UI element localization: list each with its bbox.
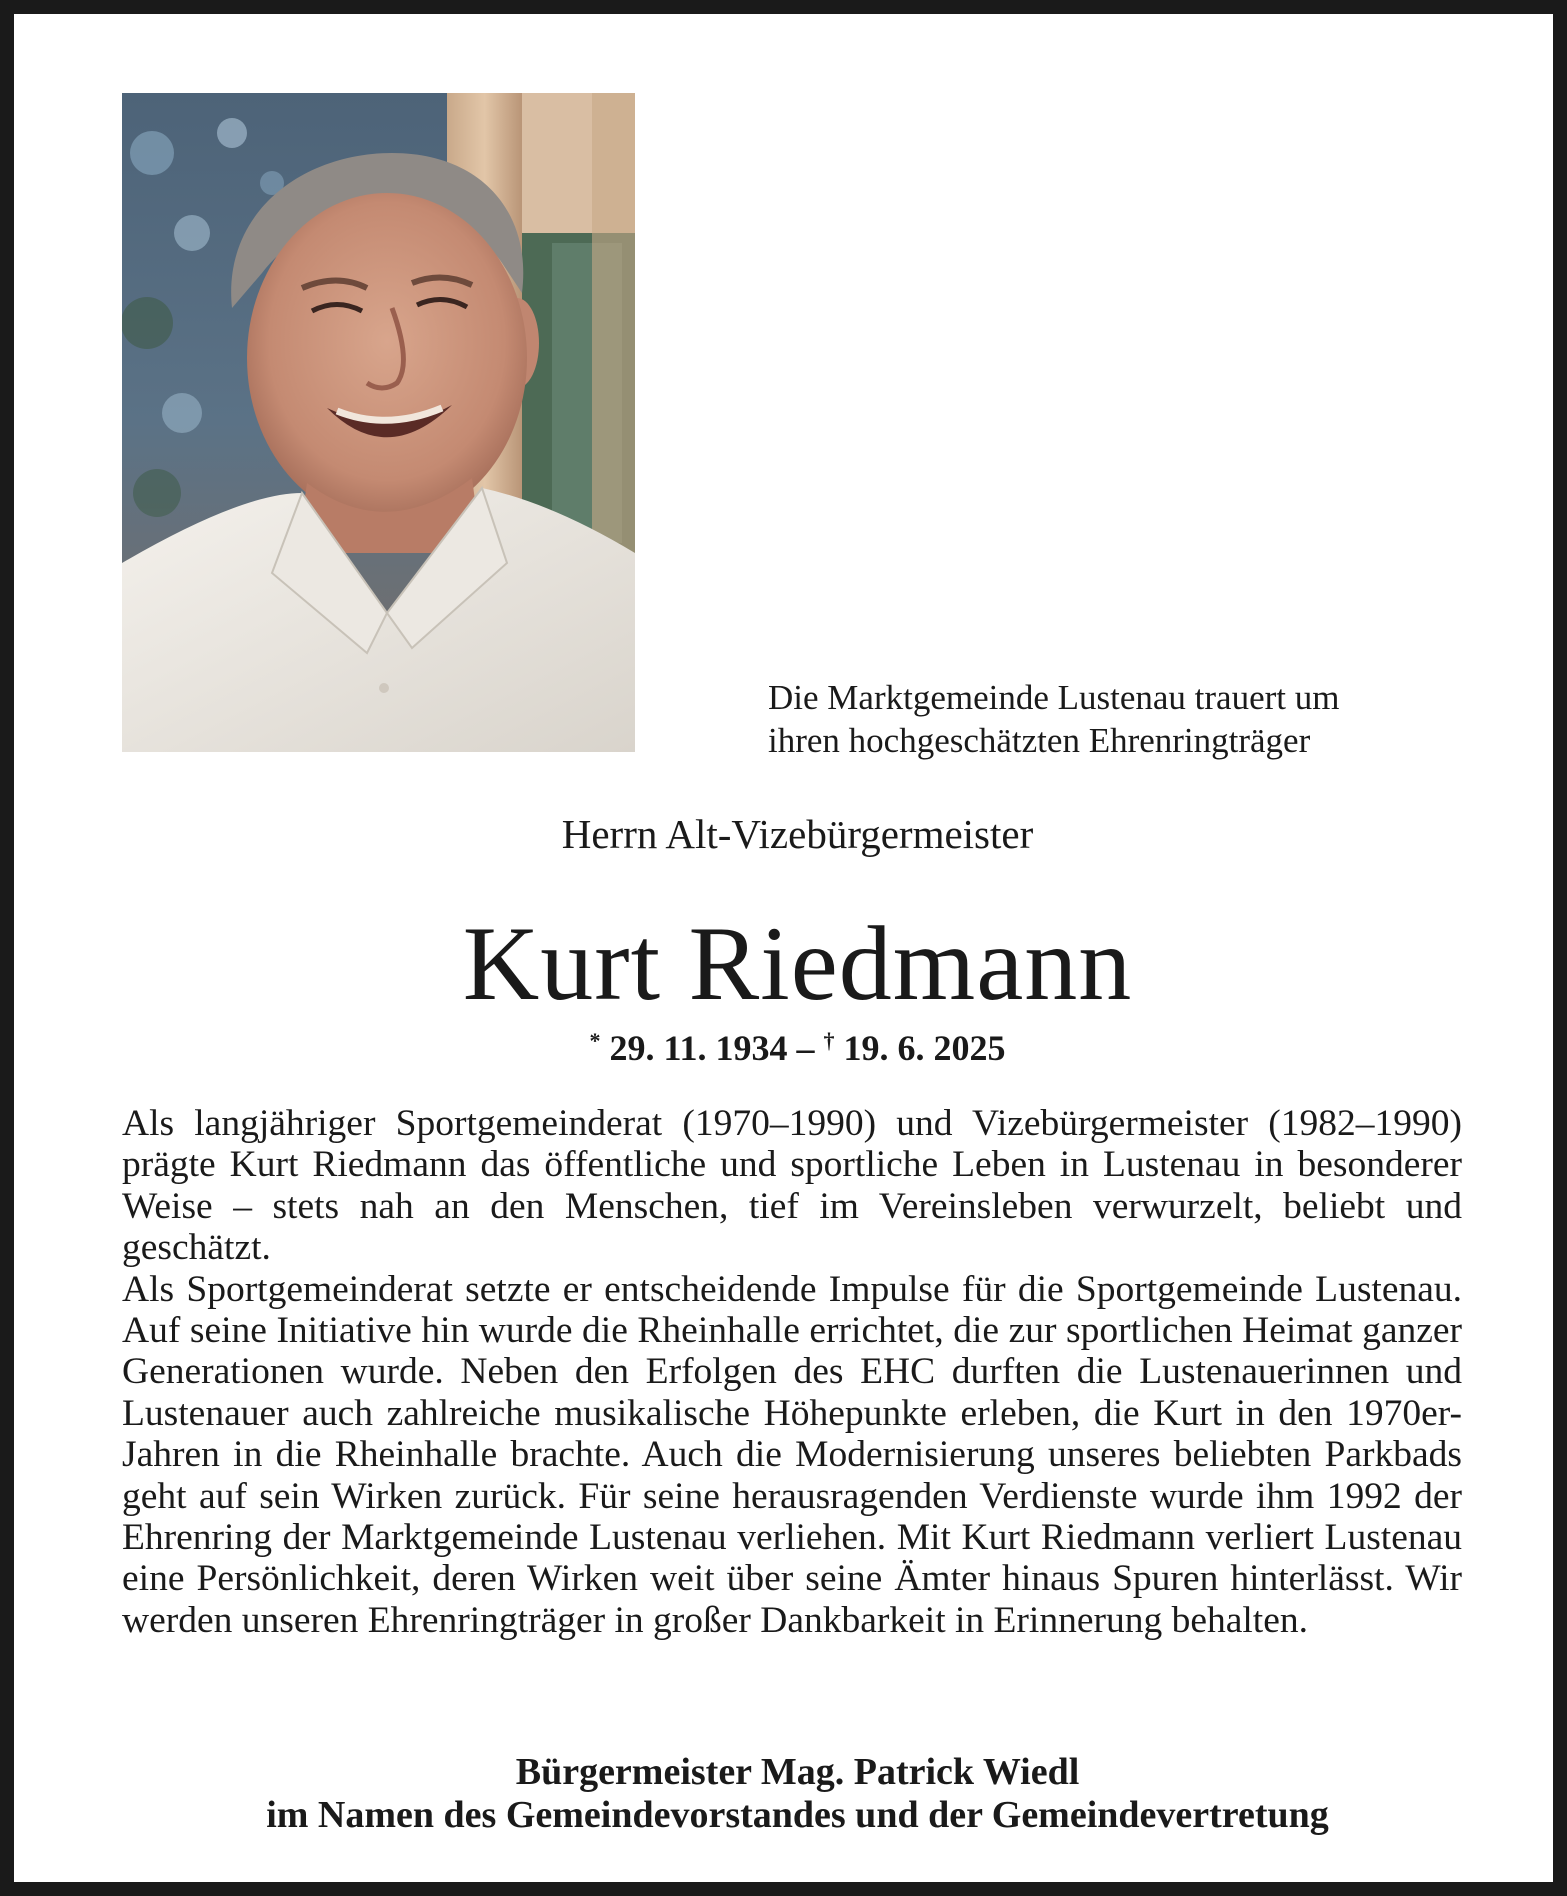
obituary-body <box>122 1103 1462 1641</box>
intro-text <box>768 676 1468 762</box>
signature-line-1: Bürgermeister Mag. Patrick Wiedl <box>515 1751 1080 1793</box>
life-dates <box>14 1026 1567 1070</box>
death-symbol: † <box>823 1028 835 1053</box>
death-date: 19. 6. 2025 <box>843 1028 1006 1068</box>
body-paragraph-1: Als langjähriger Sportgemeinderat (1970–1990) und Vizebürgermeister (1982–1990) prägte Kurt Riedmann das öffentliche und sportliche Leben in Lustenau in besonderer Weise – stets nah an den Menschen, tief im Vereinsleben verwurzelt, beliebt und geschätzt. <box>122 1103 1462 1269</box>
signature-line-2: im Namen des Gemeindevorstandes und der Gemeindevertretung <box>266 1794 1329 1836</box>
birth-symbol: * <box>589 1028 601 1053</box>
deceased-name: Kurt Riedmann <box>462 905 1133 1022</box>
signature-block <box>14 1751 1567 1837</box>
intro-line-1: Die Marktgemeinde Lustenau trauert um <box>768 678 1340 717</box>
portrait-photo <box>122 93 635 752</box>
intro-line-2: ihren hochgeschätzten Ehrenringträger <box>768 721 1311 760</box>
honorific-title: Herrn Alt-Vizebürgermeister <box>561 811 1034 857</box>
body-paragraph-2: Als Sportgemeinderat setzte er entscheidende Impulse für die Sportgemeinde Lustenau. Auf seine Initiative hin wurde die Rheinhalle errichtet, die zur sportlichen Heimat ganzer Generationen wurde. Neben den Erfolgen des EHC durften die Lustenauerinnen und Lustenauer auch zahlreiche musikalische Höhepunkte erleben, die Kurt in den 1970er-Jahren in die Rheinhalle brachte. Auch die Modernisierung unseres beliebten Parkbads geht auf sein Wirken zurück. Für seine herausragenden Verdienste wurde ihm 1992 der Ehrenring der Marktgemeinde Lustenau verliehen. Mit Kurt Riedmann verliert Lustenau eine Persönlichkeit, deren Wirken weit über seine Ämter hinaus Spuren hinterlässt. Wir werden unseren Ehrenringträger in großer Dankbarkeit in Erinnerung behalten. <box>122 1268 1462 1641</box>
birth-date: 29. 11. 1934 – <box>609 1028 815 1068</box>
